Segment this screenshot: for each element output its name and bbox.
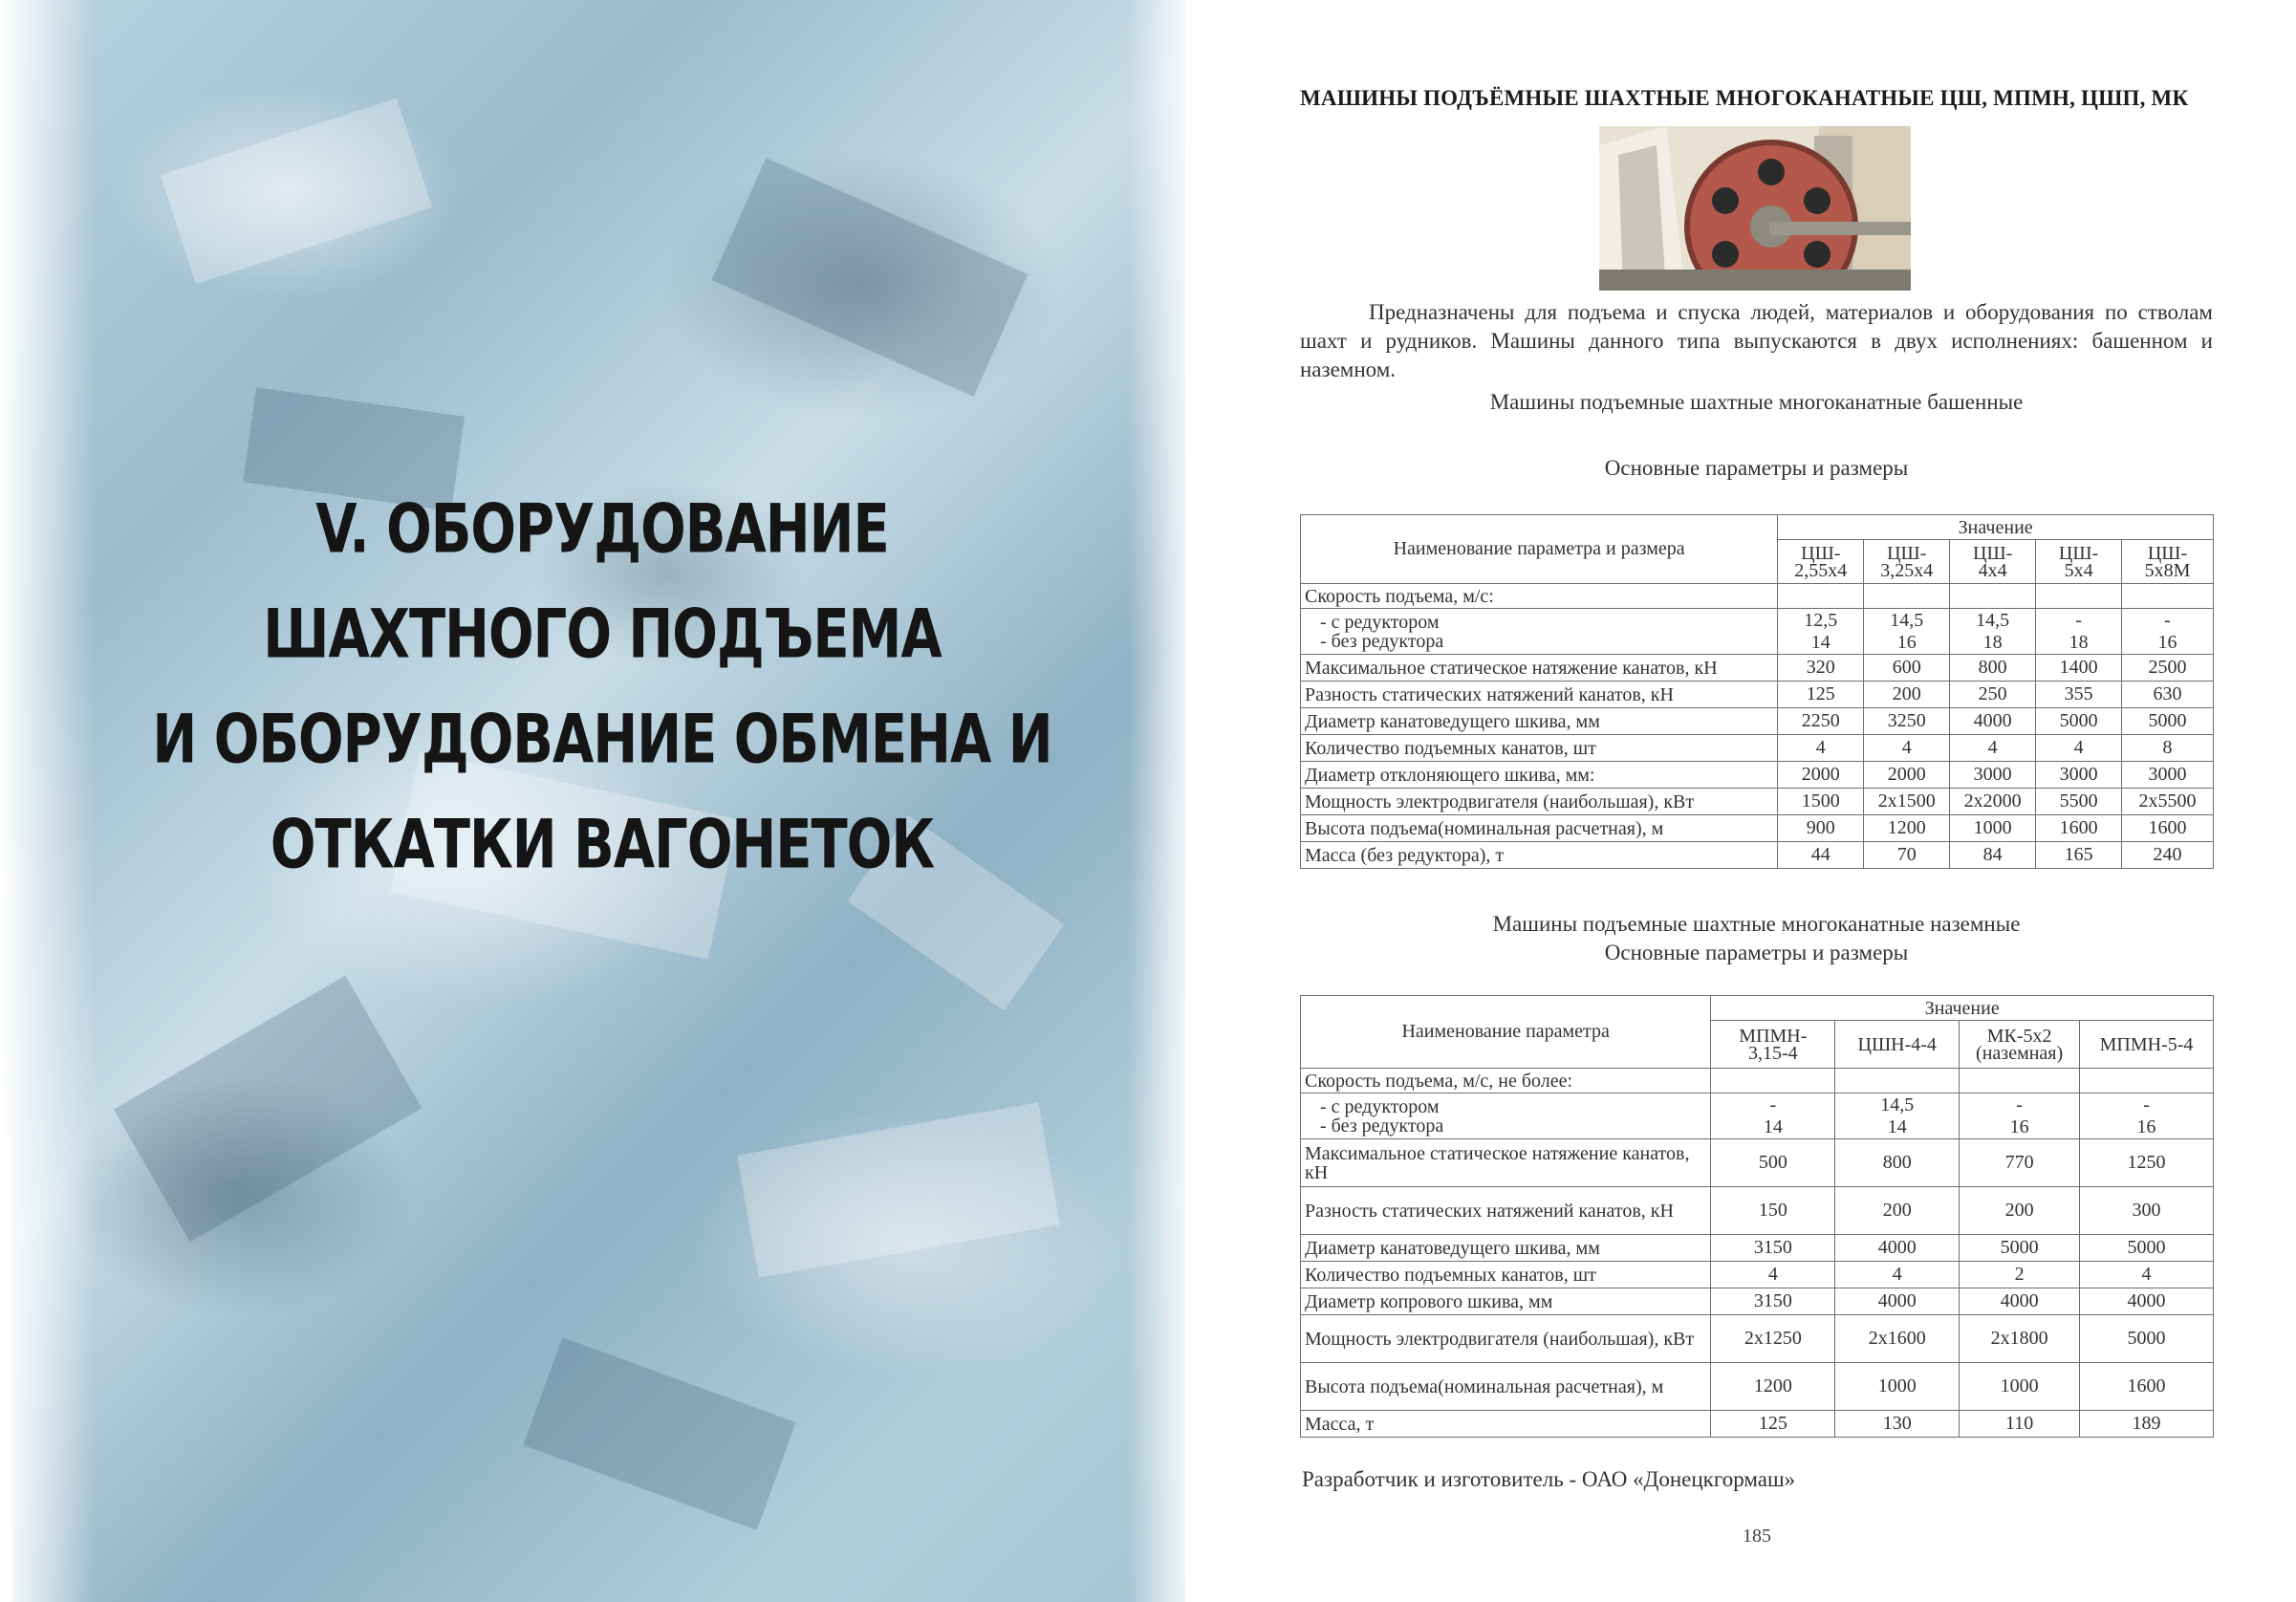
table-cell: 3000 [2122, 762, 2214, 789]
ice-shard [161, 98, 432, 284]
table-row [1301, 735, 2214, 762]
table-header-name: Наименование параметра и размера [1301, 515, 1778, 584]
row-label: Скорость подъема, м/с: [1301, 584, 1778, 609]
page-left-margin [0, 0, 96, 1602]
table-cell: 1000 [1835, 1363, 1960, 1411]
table-cell: 1600 [2036, 815, 2122, 842]
table-cell: 14,5 18 [1950, 609, 2036, 655]
table-cell: 5000 [2122, 708, 2214, 735]
table-row [1301, 584, 2214, 609]
column-header: МПМН-5-4 [2080, 1021, 2214, 1069]
document-title: МАШИНЫ ПОДЪЁМНЫЕ ШАХТНЫЕ МНОГОКАНАТНЫЕ ЦШ, МПМН, ЦШП, МК [1300, 86, 2189, 110]
table-cell: 84 [1950, 842, 2036, 869]
chapter-title [143, 478, 1061, 898]
table-cell: - 16 [1960, 1093, 2080, 1139]
table-row [1301, 842, 2214, 869]
table-cell: 4 [2036, 735, 2122, 762]
table-cell: 4000 [1960, 1288, 2080, 1315]
table-cell: 900 [1778, 815, 1864, 842]
table-cell: 5000 [2036, 708, 2122, 735]
table-row [1301, 1411, 2214, 1438]
table-cell: 110 [1960, 1411, 2080, 1438]
table-cell: 250 [1950, 682, 2036, 708]
table-cell: 3000 [2036, 762, 2122, 789]
table-row [1301, 1315, 2214, 1363]
table-cell: - 16 [2122, 609, 2214, 655]
row-label: Разность статических натяжений канатов, кН [1301, 1187, 1711, 1235]
table-row [1301, 1363, 2214, 1411]
table-cell: 2x1600 [1835, 1315, 1960, 1363]
tower-machines-table [1300, 514, 2214, 869]
table-cell: 3150 [1711, 1288, 1835, 1315]
table-cell: 2x5500 [2122, 789, 2214, 815]
row-label: Мощность электродвигателя (наибольшая), кВт [1301, 1315, 1711, 1363]
ice-shard [114, 976, 422, 1243]
column-header: ЦШ- 3,25x4 [1864, 540, 1950, 584]
ground-machines-table [1300, 995, 2214, 1438]
row-label: Скорость подъема, м/с, не более: [1301, 1069, 1711, 1093]
table-cell: 12,5 14 [1778, 609, 1864, 655]
table-cell: 2x1500 [1864, 789, 1950, 815]
table-row [1301, 1262, 2214, 1288]
table-cell: 1500 [1778, 789, 1864, 815]
table-row [1301, 1235, 2214, 1262]
column-header: ЦШН-4-4 [1835, 1021, 1960, 1069]
table-cell: 1600 [2080, 1363, 2214, 1411]
column-header: ЦШ- 2,55x4 [1778, 540, 1864, 584]
row-label: - с редуктором - без редуктора [1301, 1093, 1711, 1139]
table-header-name: Наименование параметра [1301, 996, 1711, 1069]
table-cell: 2000 [1778, 762, 1864, 789]
table-cell: 630 [2122, 682, 2214, 708]
row-label: Разность статических натяжений канатов, кН [1301, 682, 1778, 708]
row-label: Высота подъема(номинальная расчетная), м [1301, 815, 1778, 842]
table-cell: 2 [1960, 1262, 2080, 1288]
table-cell: 200 [1835, 1187, 1960, 1235]
row-label: Диаметр канатоведущего шкива, мм [1301, 708, 1778, 735]
table-header-value: Значение [1711, 996, 2214, 1021]
table-cell: - 16 [2080, 1093, 2214, 1139]
table-cell: 4 [1711, 1262, 1835, 1288]
table-cell: 44 [1778, 842, 1864, 869]
row-label: Мощность электродвигателя (наибольшая), кВт [1301, 789, 1778, 815]
row-label: Максимальное статическое натяжение канатов, кН [1301, 655, 1778, 682]
table-row [1301, 1093, 2214, 1139]
table-cell: 1250 [2080, 1139, 2214, 1187]
table-cell: 14,5 16 [1864, 609, 1950, 655]
table-cell: 70 [1864, 842, 1950, 869]
table-cell: 1400 [2036, 655, 2122, 682]
table-cell: 200 [1864, 682, 1950, 708]
tower-machines-caption: Машины подъемные шахтные многоканатные башенные [1489, 390, 2024, 414]
table-cell: 600 [1864, 655, 1950, 682]
table-cell: 5000 [1960, 1235, 2080, 1262]
column-header: ЦШ- 5x4 [2036, 540, 2122, 584]
table-cell: 1000 [1950, 815, 2036, 842]
row-label: - с редуктором - без редуктора [1301, 609, 1778, 655]
table-cell: 355 [2036, 682, 2122, 708]
intro-paragraph [1300, 298, 2213, 384]
ground-machines-caption: Машины подъемные шахтные многоканатные наземные [1492, 912, 2021, 936]
table-cell: 4 [1778, 735, 1864, 762]
column-header: МК-5x2 (наземная) [1960, 1021, 2080, 1069]
page-left-margin-strip [0, 1137, 11, 1602]
table-cell: 4 [1950, 735, 2036, 762]
hoisting-machine-photo [1599, 126, 1911, 291]
table-cell: 4 [2080, 1262, 2214, 1288]
table-cell: 1000 [1960, 1363, 2080, 1411]
table-row [1301, 762, 2214, 789]
ice-shard [737, 1102, 1060, 1278]
tower-table-body [1301, 655, 2214, 869]
table-cell: 5000 [2080, 1315, 2214, 1363]
row-label: Количество подъемных канатов, шт [1301, 1262, 1711, 1288]
table-cell: 240 [2122, 842, 2214, 869]
table-cell: 200 [1960, 1187, 2080, 1235]
table-cell: 2x2000 [1950, 789, 2036, 815]
table-row [1301, 682, 2214, 708]
row-label: Максимальное статическое натяжение канатов, кН [1301, 1139, 1711, 1187]
table-cell: 4000 [2080, 1288, 2214, 1315]
table-cell: 1600 [2122, 815, 2214, 842]
table-cell: 2000 [1864, 762, 1950, 789]
table-cell: 4000 [1835, 1288, 1960, 1315]
table-row [1301, 1139, 2214, 1187]
row-label: Количество подъемных канатов, шт [1301, 735, 1778, 762]
table-cell: 770 [1960, 1139, 2080, 1187]
table-cell: - 14 [1711, 1093, 1835, 1139]
developer-manufacturer: Разработчик и изготовитель - ОАО «Донецкгормаш» [1302, 1467, 1796, 1491]
table-row [1301, 655, 2214, 682]
chapter-title-line: V. ОБОРУДОВАНИЕ ШАХТНОГО ПОДЪЕМА [263, 490, 942, 674]
column-header: ЦШ- 5x8М [2122, 540, 2214, 584]
table-cell: 2500 [2122, 655, 2214, 682]
table-cell: 3000 [1950, 762, 2036, 789]
table-cell: 800 [1835, 1139, 1960, 1187]
table-cell: 2x1800 [1960, 1315, 2080, 1363]
row-label: Диаметр канатоведущего шкива, мм [1301, 1235, 1711, 1262]
chapter-title-line: И ОБОРУДОВАНИЕ ОБМЕНА И [152, 701, 1052, 779]
params-caption-1: Основные параметры и размеры [1604, 456, 1909, 480]
column-header: ЦШ- 4x4 [1950, 540, 2036, 584]
row-label: Диаметр копрового шкива, мм [1301, 1288, 1711, 1315]
table-cell: 5500 [2036, 789, 2122, 815]
row-label: Масса (без редуктора), т [1301, 842, 1778, 869]
table-cell: 8 [2122, 735, 2214, 762]
table-row [1301, 1288, 2214, 1315]
ice-shard [711, 158, 1028, 397]
table-cell: 165 [2036, 842, 2122, 869]
table-cell: 125 [1778, 682, 1864, 708]
chapter-title-line: ОТКАТКИ ВАГОНЕТОК [270, 806, 935, 884]
table-cell: 1200 [1711, 1363, 1835, 1411]
table-cell: 130 [1835, 1411, 1960, 1438]
table-cell: 189 [2080, 1411, 2214, 1438]
table-cell: 500 [1711, 1139, 1835, 1187]
column-header: МПМН- 3,15-4 [1711, 1021, 1835, 1069]
table-cell: 2x1250 [1711, 1315, 1835, 1363]
ground-table-body [1301, 1139, 2214, 1438]
table-cell: 300 [2080, 1187, 2214, 1235]
table-cell: 2250 [1778, 708, 1864, 735]
table-row [1301, 708, 2214, 735]
table-cell: 4000 [1950, 708, 2036, 735]
table-cell: 4 [1864, 735, 1950, 762]
table-row [1301, 815, 2214, 842]
page-number: 185 [1743, 1526, 1771, 1547]
table-cell: 150 [1711, 1187, 1835, 1235]
table-cell: 800 [1950, 655, 2036, 682]
row-label: Высота подъема(номинальная расчетная), м [1301, 1363, 1711, 1411]
table-cell: 5000 [2080, 1235, 2214, 1262]
table-cell: 320 [1778, 655, 1864, 682]
right-page [1204, 0, 2296, 1602]
intro-text: Предназначены для подъема и спуска людей, материалов и оборудования по стволам шахт и рудников. Машины данного типа выпускаются в двух исполнениях: башенном и наземном. [1300, 300, 2213, 381]
row-label: Масса, т [1301, 1411, 1711, 1438]
table-cell: 14,5 14 [1835, 1093, 1960, 1139]
table-row [1301, 1187, 2214, 1235]
table-cell: - 18 [2036, 609, 2122, 655]
table-cell: 3250 [1864, 708, 1950, 735]
table-row [1301, 1069, 2214, 1093]
table-row [1301, 789, 2214, 815]
book-spine-gutter [1128, 0, 1204, 1602]
table-cell: 125 [1711, 1411, 1835, 1438]
table-cell: 3150 [1711, 1235, 1835, 1262]
params-caption-2: Основные параметры и размеры [1604, 941, 1909, 964]
ice-shard [523, 1337, 795, 1530]
table-header-value: Значение [1778, 515, 2214, 540]
table-cell: 4000 [1835, 1235, 1960, 1262]
machine-illustration [1599, 126, 1911, 291]
table-row [1301, 609, 2214, 655]
row-label: Диаметр отклоняющего шкива, мм: [1301, 762, 1778, 789]
table-cell: 1200 [1864, 815, 1950, 842]
table-cell: 4 [1835, 1262, 1960, 1288]
